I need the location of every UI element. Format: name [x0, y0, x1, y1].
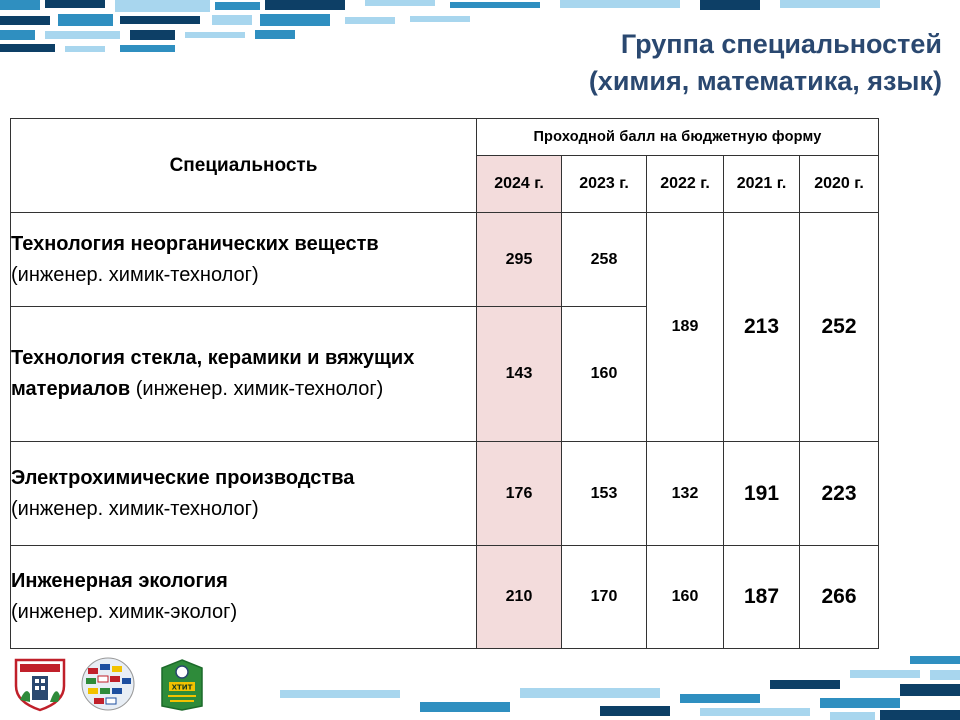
table-row: [11, 213, 879, 307]
year-header-2022: 2022 г.: [647, 156, 724, 213]
university-crest-logo: [10, 656, 70, 712]
score-2024: 176: [477, 442, 562, 546]
specialty-cell: [11, 546, 477, 649]
year-header-2020: 2020 г.: [800, 156, 879, 213]
specialty-name: Инженерная экология: [11, 570, 228, 592]
institute-logo: [152, 656, 212, 712]
specialty-column-header: Специальность: [11, 119, 477, 213]
specialty-cell: [11, 442, 477, 546]
score-2021-merged: 213: [724, 213, 800, 442]
score-2020: 266: [800, 546, 879, 649]
specialty-name: Электрохимические производства: [11, 466, 355, 489]
score-2021: 191: [724, 442, 800, 546]
year-header-2023: 2023 г.: [562, 156, 647, 213]
score-2024: 143: [477, 307, 562, 442]
specialty-qualification: (инженер. химик-эколог): [11, 601, 238, 623]
year-header-2021: 2021 г.: [724, 156, 800, 213]
score-2024: 295: [477, 213, 562, 307]
slide-title-line2: (химия, математика, язык): [588, 66, 942, 96]
score-2020: 223: [800, 442, 879, 546]
passing-score-table: [10, 118, 879, 649]
score-2022-merged: 189: [647, 213, 724, 442]
bottom-decor-band: [0, 650, 960, 720]
specialty-qualification: (инженер. химик-технолог): [11, 497, 259, 520]
specialty-cell: [11, 307, 477, 442]
score-2023: 258: [562, 213, 647, 307]
score-2023: 170: [562, 546, 647, 649]
specialty-qualification: (инженер. химик-технолог): [135, 378, 384, 400]
score-2020-merged: 252: [800, 213, 879, 442]
flags-globe-logo: [78, 656, 138, 712]
slide-title: [422, 26, 942, 100]
score-2023: 160: [562, 307, 647, 442]
score-2022: 160: [647, 546, 724, 649]
year-header-2024: 2024 г.: [477, 156, 562, 213]
specialty-qualification: (инженер. химик-технолог): [11, 263, 259, 286]
specialty-name: Технология стекла, керамики и вяжущих материалов: [11, 347, 415, 400]
specialty-name: Технология неорганических веществ: [11, 232, 379, 255]
specialty-cell: [11, 213, 477, 307]
score-2023: 153: [562, 442, 647, 546]
score-2021: 187: [724, 546, 800, 649]
table-row: [11, 546, 879, 649]
slide-title-line1: Группа специальностей: [620, 29, 942, 59]
score-2024: 210: [477, 546, 562, 649]
passing-score-group-header: Проходной балл на бюджетную форму: [477, 119, 879, 156]
table-row: [11, 442, 879, 546]
institute-logo-text: ХТИТ: [171, 683, 193, 692]
score-2022: 132: [647, 442, 724, 546]
